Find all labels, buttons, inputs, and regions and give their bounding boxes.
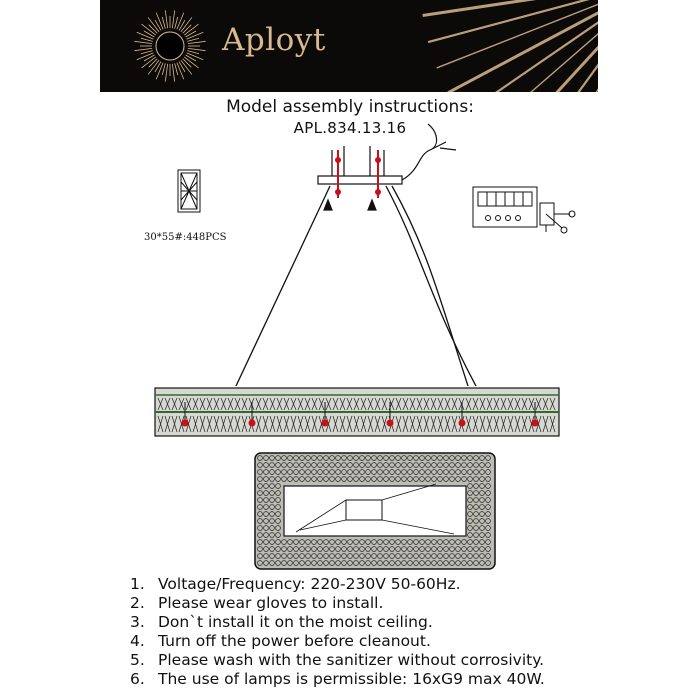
item-number: 4. <box>130 632 145 650</box>
item-text: The use of lamps is permissible: 16xG9 max 40W. <box>158 670 545 688</box>
list-item <box>130 632 545 651</box>
item-text: Turn off the power before cleanout. <box>158 632 431 650</box>
crystal-prism-icon <box>178 170 200 212</box>
chandelier-top-view <box>255 453 495 569</box>
list-item <box>130 651 545 670</box>
safety-notes-list <box>130 575 545 689</box>
item-text: Please wear gloves to install. <box>158 594 384 612</box>
list-item <box>130 670 545 689</box>
list-item <box>130 594 545 613</box>
list-item <box>130 575 545 594</box>
item-number: 1. <box>130 575 145 593</box>
item-number: 2. <box>130 594 145 612</box>
page-title: Model assembly instructions: <box>226 97 474 117</box>
item-number: 5. <box>130 651 145 669</box>
item-number: 3. <box>130 613 145 631</box>
item-number: 6. <box>130 670 145 688</box>
model-number: APL.834.13.16 <box>293 119 407 137</box>
ceiling-canopy-icon <box>318 124 456 210</box>
item-text: Voltage/Frequency: 220-230V 50-60Hz. <box>158 575 461 593</box>
brand-name: Aployt <box>222 22 326 58</box>
list-item <box>130 613 545 632</box>
wiring-terminal-icon <box>473 187 575 233</box>
chandelier-side-view <box>155 388 559 436</box>
crystal-count-label: 30*55#:448PCS <box>144 232 227 243</box>
suspension-cables <box>236 186 476 386</box>
item-text: Please wash with the sanitizer without corrosivity. <box>158 651 545 669</box>
item-text: Don`t install it on the moist ceiling. <box>158 613 433 631</box>
